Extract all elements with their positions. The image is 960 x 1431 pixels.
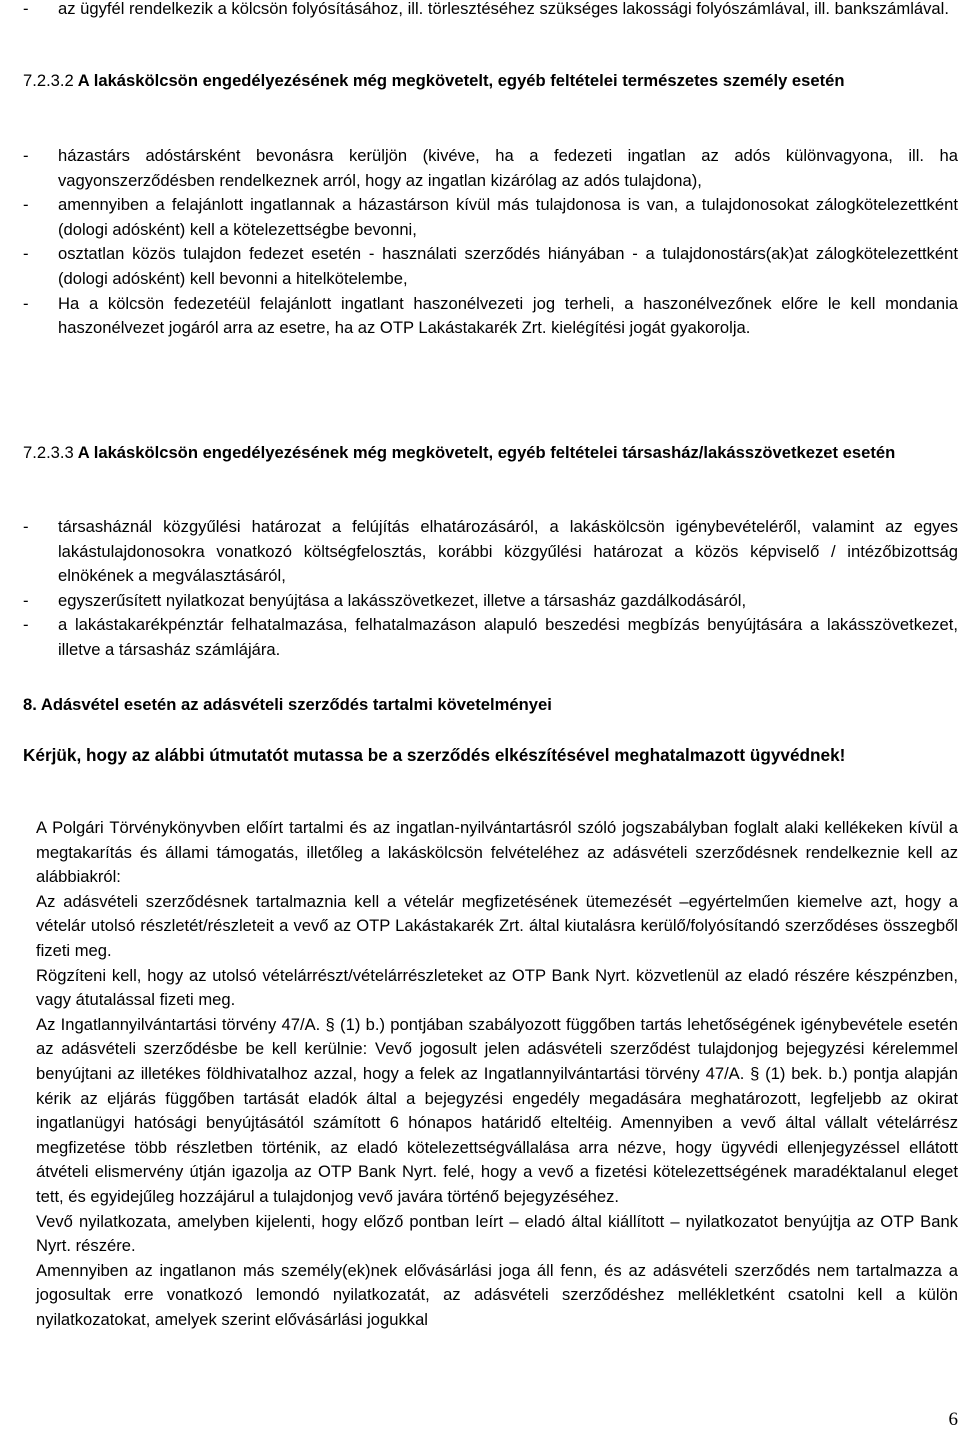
paragraph: Amennyiben az ingatlanon más személy(ek)nek elővásárlási joga áll fenn, és az adásvételi szerződés nem tartalmazza a jogosultak erre vonatkozó lemondó nyilatkozatát, az adásvételi szerződéshez mellékletként csatolni kell a külön nyilatkozatokat, amelyek szerint elővásárlási jogukkal [36,1260,958,1329]
section-7232-heading [23,69,958,93]
list-item-text: az ügyfél rendelkezik a kölcsön folyósításához, ill. törlesztéséhez szükséges lakossági folyószámlával, ill. bankszámlával. [58,0,949,18]
list-item: - Ha a kölcsön fedezetéül felajánlott ingatlant haszonélvezeti jog terheli, a haszonélvezőnek előre le kell mondania haszonélvezet jogáról arra az esetre, ha az OTP Lakástakarék Zrt. kielégítési jogát gyakorolja. [23,293,958,338]
section-number: 7.2.3.3 [23,443,74,462]
paragraph: Vevő nyilatkozata, amelyben kijelenti, hogy előző pontban leírt – eladó által kiállított – nyilatkozatot benyújtja az OTP Bank Nyrt. részére. [36,1211,958,1256]
list-item: - házastárs adóstársként bevonásra kerüljön (kivéve, ha a fedezeti ingatlan az adós különvagyona, ill. ha vagyonszerződésben rendelkeznek arról, hogy az ingatlan kizárólag az adós tulajdona), [23,146,958,190]
list-item-text: a lakástakarékpénztár felhatalmazása, felhatalmazáson alapuló beszedési megbízás benyújtására a lakásszövetkezet, illetve a társasház számlájára. [58,615,958,659]
list-item: - egyszerűsített nyilatkozat benyújtása a lakásszövetkezet, illetve a társasház gazdálkodásáról, [23,590,747,610]
section-7233-heading [23,441,958,465]
list-item-text: osztatlan közös tulajdon fedezet esetén - használati szerződés hiányában - a tulajdonostárs(ak)at zálogkötelezettként (dologi adósként) kell bevonni a hitelkötelembe, [58,244,958,288]
list-item: - a lakástakarékpénztár felhatalmazása, felhatalmazáson alapuló beszedési megbízás benyújtására a lakásszövetkezet, illetve a társasház számlájára. [23,615,958,659]
list-item [23,0,958,22]
section-8-body [36,816,958,1332]
top-list-item [23,0,958,22]
list-item-text: amennyiben a felajánlott ingatlannak a házastárson kívül más tulajdonosa is van, a tulajdonosokat zálogkötelezettként (dologi adósként) kell a kötelezettségbe bevonni, [58,195,958,239]
paragraph: Rögzíteni kell, hogy az utolsó vételárrészt/vételárrészleteket az OTP Bank Nyrt. közvetlenül az eladó részére készpénzben, vagy átutalással fizeti meg. [36,965,958,1010]
list-item-text: Ha a kölcsön fedezetéül felajánlott ingatlant haszonélvezeti jog terheli, a haszonélvezőnek előre le kell mondania haszonélvezet jogáról arra az esetre, ha az OTP Lakástakarék Zrt. kielégítési jogát gyakorolja. [58,293,958,338]
section-title: A lakáskölcsön engedélyezésének még megkövetelt, egyéb feltételei társasház/lakásszövetkezet esetén [77,443,896,462]
section-title: A lakáskölcsön engedélyezésének még megkövetelt, egyéb feltételei természetes személy esetén [77,71,845,90]
list-item-text: egyszerűsített nyilatkozat benyújtása a lakásszövetkezet, illetve a társasház gazdálkodásáról, [58,590,747,610]
section-8-heading: 8. Adásvétel esetén az adásvételi szerződés tartalmi követelményei [23,695,552,714]
section-7233-list [23,515,958,663]
paragraph: A Polgári Törvénykönyvben előírt tartalmi és az ingatlan-nyilvántartásról szóló jogszabályban foglalt alaki kellékeken kívül a megtakarítás és állami támogatás, illetőleg a lakáskölcsön felvételéhez az adásvételi szerződésnek rendelkeznie kell az alábbiakról: [36,818,958,887]
paragraph: Az Ingatlannyilvántartási törvény 47/A. § (1) b.) pontjában szabályozott függőben tartás lehetőségének igénybevétele esetén az adásvételi szerződésbe be kell kerülnie: Vevő jogosult jelen adásvételi szerződést tulajdonjog bejegyzési kérelemmel benyújtani az illetékes földhivatalhoz azzal, hogy a felek az Ingatlannyilvántartási törvény 47/A. § (1) bek. b.) pontja alapján kérik az eljárás függőben tartását eladók által a bejegyzési engedély megadására meghatározott, legfeljebb az okirat ingatlanügyi hatósági benyújtásától számított 6 hónapos határidő elteltéig. Amennyiben a vevő által vállalt vételárrész megfizetése több részletben történik, az eladó kötelezettségvállalása arra nézve, hogy ügyvédi ellenjegyzéssel ellátott átvételi elismervény útján igazolja az OTP Bank Nyrt. felé, hogy a vevő a fizetési kötelezettségének maradéktalanul eleget tett, és egyidejűleg hozzájárul a tulajdonjog vevő javára történő bejegyzéséhez. [36,1014,958,1206]
list-item: - társasháznál közgyűlési határozat a felújítás elhatározásáról, a lakáskölcsön igénybevételéről, valamint az egyes lakástulajdonosokra vonatkozó költségfelosztás, korábbi közgyűlési határozat a közös képviselő / intézőbizottság elnökének a megválasztásáról, [23,517,958,586]
list-dash: - [23,0,29,18]
page-number: 6 [948,1409,958,1430]
list-item-text: társasháznál közgyűlési határozat a felújítás elhatározásáról, a lakáskölcsön igénybevételéről, valamint az egyes lakástulajdonosokra vonatkozó költségfelosztás, korábbi közgyűlési határozat a közös képviselő / intézőbizottság elnökének a megválasztásáról, [58,517,958,586]
paragraph: Az adásvételi szerződésnek tartalmaznia kell a vételár megfizetésének ütemezését –egyértelműen kiemelve azt, hogy a vételár utolsó részletét/részleteit a vevő az OTP Lakástakarék Zrt. által kiutalásra kerülő/folyósítandó szerződéses összegből fizeti meg. [36,891,958,960]
list-item: - amennyiben a felajánlott ingatlannak a házastárson kívül más tulajdonosa is van, a tulajdonosokat zálogkötelezettként (dologi adósként) kell a kötelezettségbe bevonni, [23,195,958,239]
list-item-text: házastárs adóstársként bevonásra kerüljön (kivéve, ha a fedezeti ingatlan az adós különvagyona, ill. ha vagyonszerződésben rendelkeznek arról, hogy az ingatlan kizárólag az adós tulajdona), [58,146,958,190]
section-7232-list [23,144,958,341]
section-number: 7.2.3.2 [23,71,74,90]
lawyer-notice: Kérjük, hogy az alábbi útmutatót mutassa be a szerződés elkészítésével meghatalmazott ügyvédnek! [23,745,846,765]
list-item: - osztatlan közös tulajdon fedezet esetén - használati szerződés hiányában - a tulajdonostárs(ak)at zálogkötelezettként (dologi adósként) kell bevonni a hitelkötelembe, [23,244,958,288]
